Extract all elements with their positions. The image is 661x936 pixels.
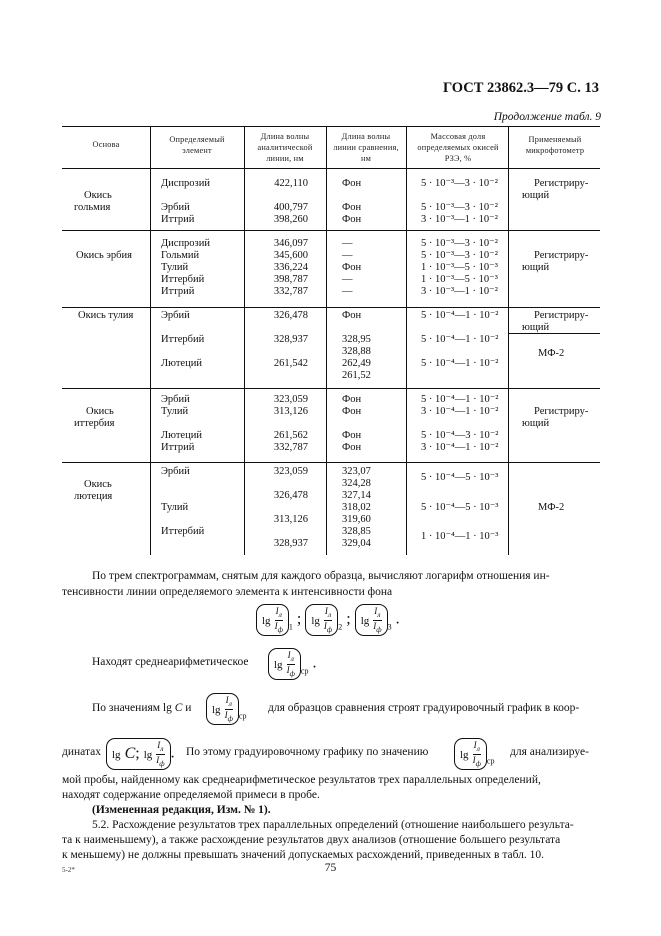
base-cell: иттербия — [74, 418, 115, 429]
col-header-base: Основа — [92, 140, 120, 149]
fraction-cell: 1 · 10⁻³—5 · 10⁻³ — [421, 274, 498, 285]
wavelength-cell: 400,797 — [273, 202, 308, 213]
microphotometer-cell: ющий — [522, 322, 550, 333]
microphotometer-cell: Регистриру- — [534, 406, 589, 417]
base-cell: Окись — [86, 406, 114, 417]
data-table — [62, 126, 600, 555]
mean-log-ratio-formula: lg $\frac{I_л}{I_ф}$ $_{ср}$ — [454, 738, 494, 770]
element-cell: Иттербий — [161, 334, 205, 345]
microphotometer-cell: МФ-2 — [538, 348, 565, 359]
comparison-cell: — — [342, 274, 353, 285]
comparison-cell: 329,04 — [342, 538, 371, 549]
table-continuation-note: Продолжение табл. 9 — [493, 111, 601, 123]
element-cell: Иттрий — [161, 442, 195, 453]
element-cell: Эрбий — [161, 202, 190, 213]
col-header-microphotometer: Применяемый микрофотометр — [525, 135, 585, 155]
comparison-cell: Фон — [342, 394, 362, 405]
paragraph-line: По трем спектрограммам, снятым для каждого образца, вычисляют логарифм отношения ин- — [92, 570, 550, 582]
element-cell: Диспрозий — [161, 178, 210, 189]
paragraph-line: для анализируе- — [510, 746, 589, 758]
wavelength-cell: 323,059 — [273, 394, 308, 405]
comparison-cell: — — [342, 250, 353, 261]
paragraph-line: та к наименьшему), а также расхождение результатов двух анализов (отношение большего результата — [62, 834, 561, 846]
comparison-cell: Фон — [342, 178, 362, 189]
element-cell: Эрбий — [161, 466, 190, 477]
page-header: ГОСТ 23862.3—79 С. 13 — [442, 80, 599, 96]
log-ratio-formula: lg $\frac{I_л}{I_ф}$ $_1$ ; lg $\frac{I_л}{I_ф}$ $_2$ ; lg $\frac{I_л}{I_ф}$ $_3$ . — [256, 604, 400, 636]
mean-log-ratio-formula: lg $\frac{I_л}{I_ф}$ $_{ср}$ . — [268, 648, 316, 680]
element-cell: Иттрий — [161, 286, 195, 297]
base-cell: лютеция — [74, 491, 113, 502]
paragraph-line: для образцов сравнения строят градуировочный график в коор- — [268, 702, 580, 714]
comparison-cell: 323,07 — [342, 466, 371, 477]
comparison-cell: 324,28 — [342, 478, 371, 489]
fraction-cell: 3 · 10⁻³—1 · 10⁻² — [421, 286, 498, 297]
paragraph-line: динатах — [62, 746, 101, 758]
fraction-cell: 1 · 10⁻³—5 · 10⁻³ — [421, 262, 498, 273]
fraction-cell: 5 · 10⁻⁴—1 · 10⁻² — [421, 358, 499, 369]
fraction-cell: 5 · 10⁻³—3 · 10⁻² — [421, 178, 498, 189]
fraction-cell: 5 · 10⁻⁴—5 · 10⁻³ — [421, 472, 499, 483]
paragraph-line: По значениям lg C и — [92, 702, 192, 714]
fraction-cell: 3 · 10⁻⁴—1 · 10⁻² — [421, 406, 499, 417]
fraction-cell: 5 · 10⁻³—3 · 10⁻² — [421, 238, 498, 249]
wavelength-cell: 398,787 — [273, 274, 308, 285]
microphotometer-cell: ющий — [522, 262, 550, 273]
comparison-cell: 328,88 — [342, 346, 371, 357]
element-cell: Эрбий — [161, 394, 190, 405]
paragraph-line: мой пробы, найденному как среднеарифметическое результатов трех параллельных определений, — [62, 774, 541, 786]
mean-log-ratio-formula: lg $\frac{I_л}{I_ф}$ $_{ср}$ — [206, 693, 246, 725]
element-cell: Диспрозий — [161, 238, 210, 249]
base-cell: Окись — [84, 190, 112, 201]
comparison-cell: 328,85 — [342, 526, 371, 537]
wavelength-cell: 345,600 — [273, 250, 308, 261]
comparison-cell: — — [342, 238, 353, 249]
wavelength-cell: 326,478 — [273, 310, 308, 321]
paragraph-line: По этому градуировочному графику по значению — [186, 746, 429, 758]
col-header-element: Определяемый элемент — [169, 135, 225, 155]
comparison-cell: Фон — [342, 202, 362, 213]
comparison-cell: Фон — [342, 406, 362, 417]
print-mark: 5-2* — [62, 866, 75, 874]
col-header-analytical-line: Длина волны аналитической линии, нм — [257, 132, 313, 163]
wavelength-cell: 328,937 — [273, 538, 308, 549]
element-cell: Тулий — [161, 502, 189, 513]
comparison-cell: 318,02 — [342, 502, 371, 513]
comparison-cell: Фон — [342, 262, 362, 273]
wavelength-cell: 326,478 — [273, 490, 308, 501]
amendment-note: (Измененная редакция, Изм. № 1). — [92, 804, 271, 816]
comparison-cell: 328,95 — [342, 334, 371, 345]
fraction-cell: 3 · 10⁻⁴—1 · 10⁻² — [421, 442, 499, 453]
comparison-cell: Фон — [342, 214, 362, 225]
comparison-cell: — — [342, 286, 353, 297]
comparison-cell: 261,52 — [342, 370, 371, 381]
paragraph-line: Находят среднеарифметическое — [92, 656, 249, 668]
wavelength-cell: 422,110 — [274, 178, 308, 189]
microphotometer-cell: Регистриру- — [534, 310, 589, 321]
element-cell: Иттрий — [161, 214, 195, 225]
base-cell: Окись тулия — [78, 310, 134, 321]
comparison-cell: 262,49 — [342, 358, 371, 369]
wavelength-cell: 313,126 — [273, 514, 308, 525]
paragraph-line: находят содержание определяемой примеси в пробе. — [62, 789, 320, 801]
microphotometer-cell: Регистриру- — [534, 250, 589, 261]
coordinates-formula: lg C; lg $\frac{I_л}{I_ф}$ . — [106, 738, 175, 770]
comparison-cell: 319,60 — [342, 514, 371, 525]
base-cell: Окись — [84, 479, 112, 490]
comparison-cell: Фон — [342, 442, 362, 453]
wavelength-cell: 332,787 — [273, 442, 308, 453]
element-cell: Лютеций — [161, 358, 202, 369]
fraction-cell: 5 · 10⁻⁴—3 · 10⁻² — [421, 430, 499, 441]
paragraph-line: тенсивности линии определяемого элемента к интенсивности фона — [62, 586, 393, 598]
fraction-cell: 5 · 10⁻⁴—1 · 10⁻² — [421, 310, 499, 321]
microphotometer-cell: МФ-2 — [538, 502, 565, 513]
wavelength-cell: 332,787 — [273, 286, 308, 297]
base-cell: Окись эрбия — [76, 250, 132, 261]
wavelength-cell: 346,097 — [273, 238, 308, 249]
element-cell: Тулий — [161, 406, 189, 417]
fraction-cell: 5 · 10⁻⁴—1 · 10⁻² — [421, 334, 499, 345]
comparison-cell: Фон — [342, 310, 362, 321]
paragraph-line: к меньшему) не должны превышать значений допускаемых расхождений, приведенных в табл. 10. — [62, 849, 545, 861]
element-cell: Лютеций — [161, 430, 202, 441]
wavelength-cell: 261,542 — [273, 358, 308, 369]
element-cell: Эрбий — [161, 310, 190, 321]
microphotometer-cell: ющий — [522, 418, 550, 429]
page-number: 75 — [324, 862, 337, 874]
microphotometer-cell: ющий — [522, 190, 550, 201]
col-header-mass-fraction: Массовая доля определяемых окисей РЗЭ, % — [417, 132, 499, 163]
fraction-cell: 5 · 10⁻⁴—5 · 10⁻³ — [421, 502, 499, 513]
wavelength-cell: 398,260 — [273, 214, 308, 225]
wavelength-cell: 323,059 — [273, 466, 308, 477]
element-cell: Иттербий — [161, 274, 205, 285]
fraction-cell: 5 · 10⁻⁴—1 · 10⁻² — [421, 394, 499, 405]
comparison-cell: Фон — [342, 430, 362, 441]
wavelength-cell: 261,562 — [273, 430, 308, 441]
fraction-cell: 1 · 10⁻⁴—1 · 10⁻³ — [421, 531, 499, 542]
element-cell: Гольмий — [161, 250, 200, 261]
fraction-cell: 5 · 10⁻³—3 · 10⁻² — [421, 202, 498, 213]
paragraph-line: 5.2. Расхождение результатов трех параллельных определений (отношение наибольшего результа- — [92, 819, 574, 831]
fraction-cell: 5 · 10⁻³—3 · 10⁻² — [421, 250, 498, 261]
element-cell: Тулий — [161, 262, 189, 273]
wavelength-cell: 336,224 — [273, 262, 308, 273]
wavelength-cell: 328,937 — [273, 334, 308, 345]
base-cell: гольмия — [74, 202, 111, 213]
wavelength-cell: 313,126 — [273, 406, 308, 417]
element-cell: Иттербий — [161, 526, 205, 537]
microphotometer-cell: Регистриру- — [534, 178, 589, 189]
fraction-cell: 3 · 10⁻³—1 · 10⁻² — [421, 214, 498, 225]
col-header-comparison-line: Длина волны линии сравнения, нм — [333, 132, 399, 163]
comparison-cell: 327,14 — [342, 490, 371, 501]
